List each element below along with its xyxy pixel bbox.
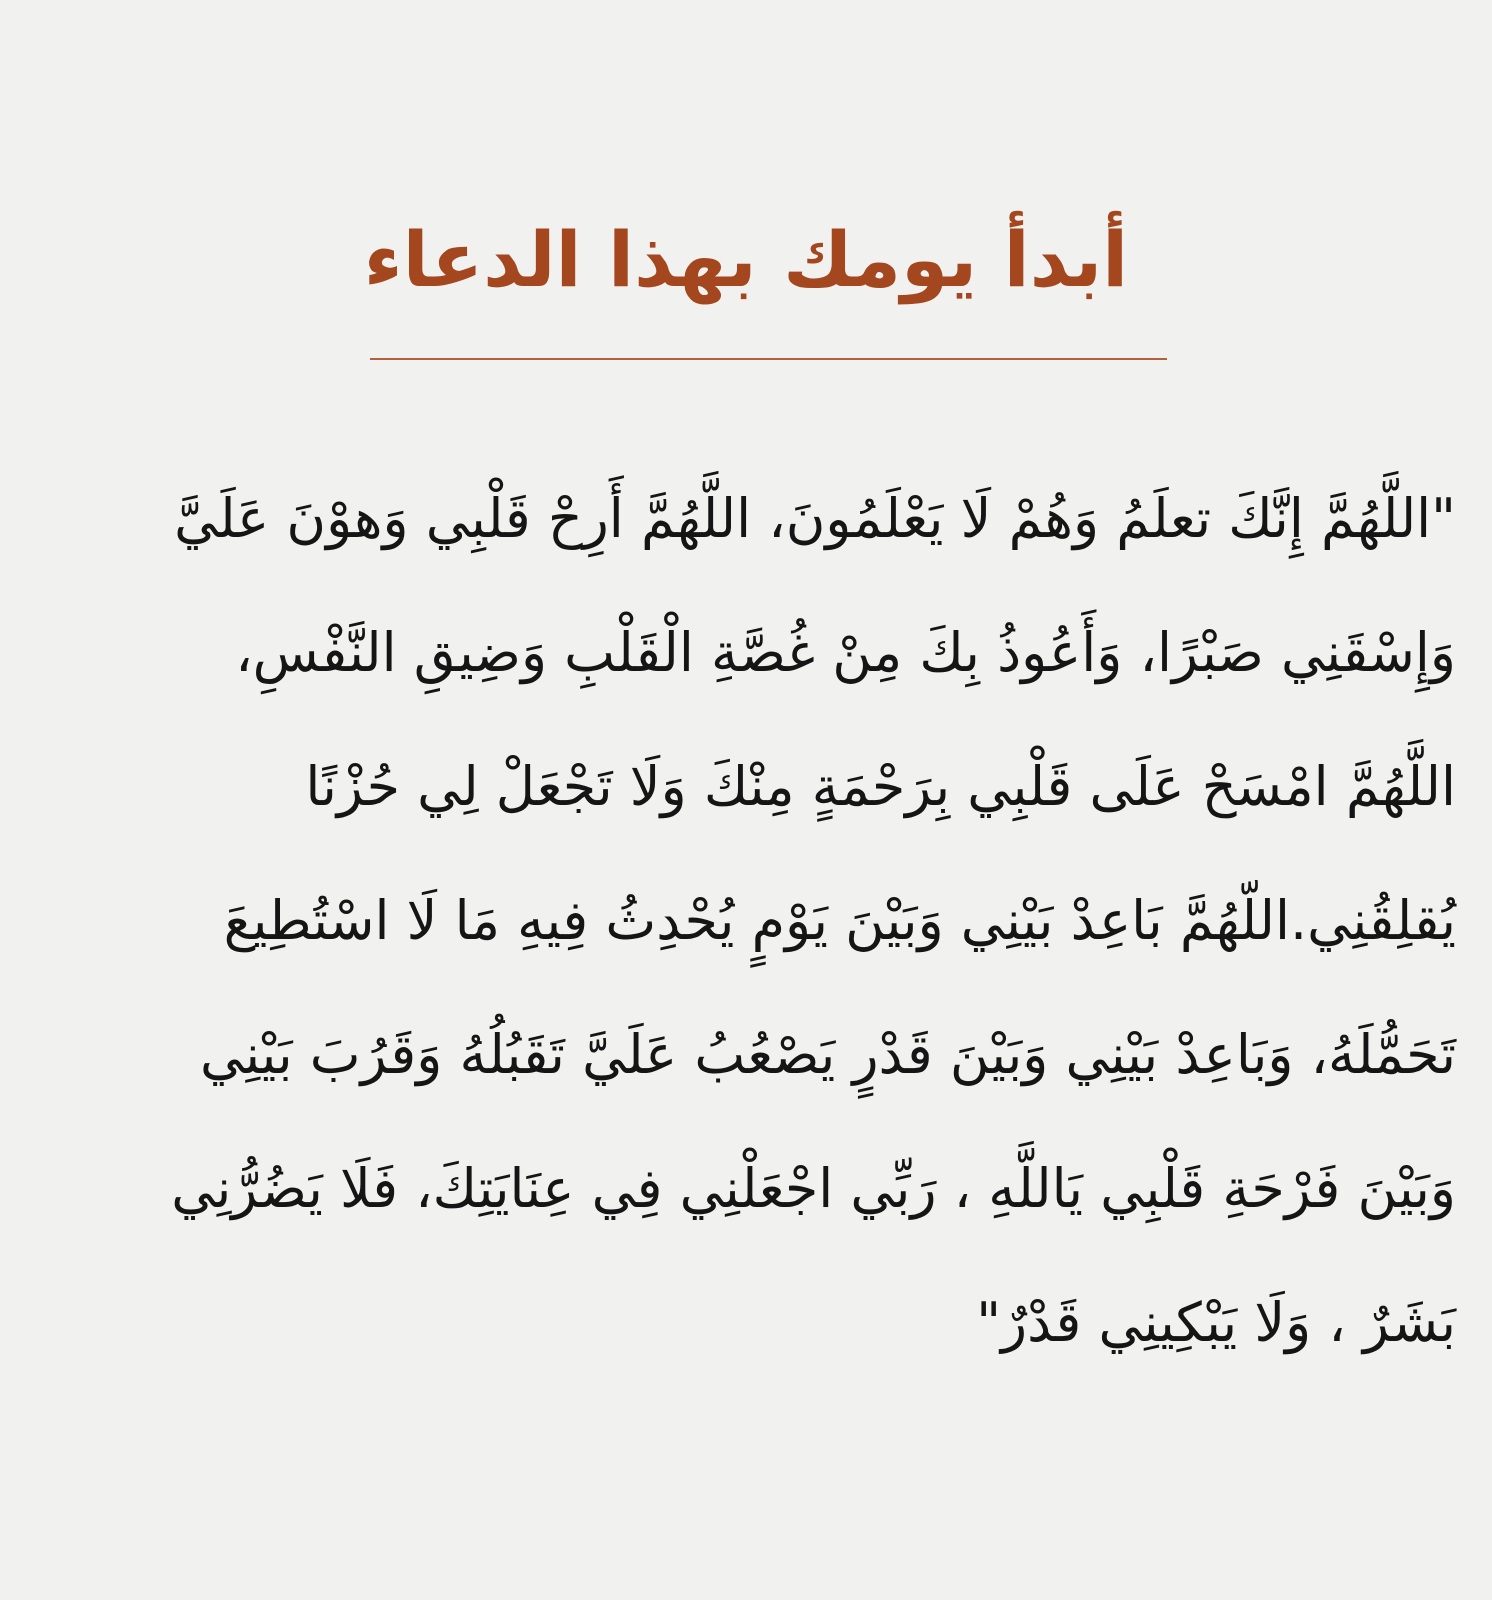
dua-line: وَبَيْنَ فَرْحَةِ قَلْبِي يَاللَّهِ ، رَبِّي اجْعَلْنِي فِي عِنَايَتِكَ، فَلَا يَضُرُّنِي — [171, 1157, 1456, 1220]
dua-text — [36, 452, 1456, 1390]
dua-line: وَإِسْقَنِي صَبْرًا، وَأَعُوذُ بِكَ مِنْ غُصَّةِ الْقَلْبِ وَضِيقِ النَّفْسِ، — [235, 621, 1456, 684]
dua-line: بَشَرٌ ، وَلَا يَبْكِينِي قَدْرٌ" — [976, 1291, 1456, 1354]
dua-line: تَحَمُّلَهُ، وَبَاعِدْ بَيْنِي وَبَيْنَ قَدْرٍ يَصْعُبُ عَلَيَّ تَقَبُلُهُ وَقَرُبَ بَيْنِي — [199, 1023, 1456, 1086]
dua-line: "اللَّهُمَّ إِنَّكَ تعلَمُ وَهُمْ لَا يَعْلَمُونَ، اللَّهُمَّ أَرِحْ قَلْبِي وَهوْنَ عَلَيَّ — [174, 487, 1456, 550]
dua-line: يُقلِقُنِي.اللّهُمَّ بَاعِدْ بَيْنِي وَبَيْنَ يَوْمٍ يُحْدِثُ فِيهِ مَا لَا اسْتُطِيعَ — [223, 889, 1456, 952]
page-title: أبدأ يومك بهذا الدعاء — [363, 215, 1129, 304]
title-divider — [370, 358, 1167, 360]
dua-line: اللَّهُمَّ امْسَحْ عَلَى قَلْبِي بِرَحْمَةٍ مِنْكَ وَلَا تَجْعَلْ لِي حُزْنًا — [305, 755, 1456, 818]
